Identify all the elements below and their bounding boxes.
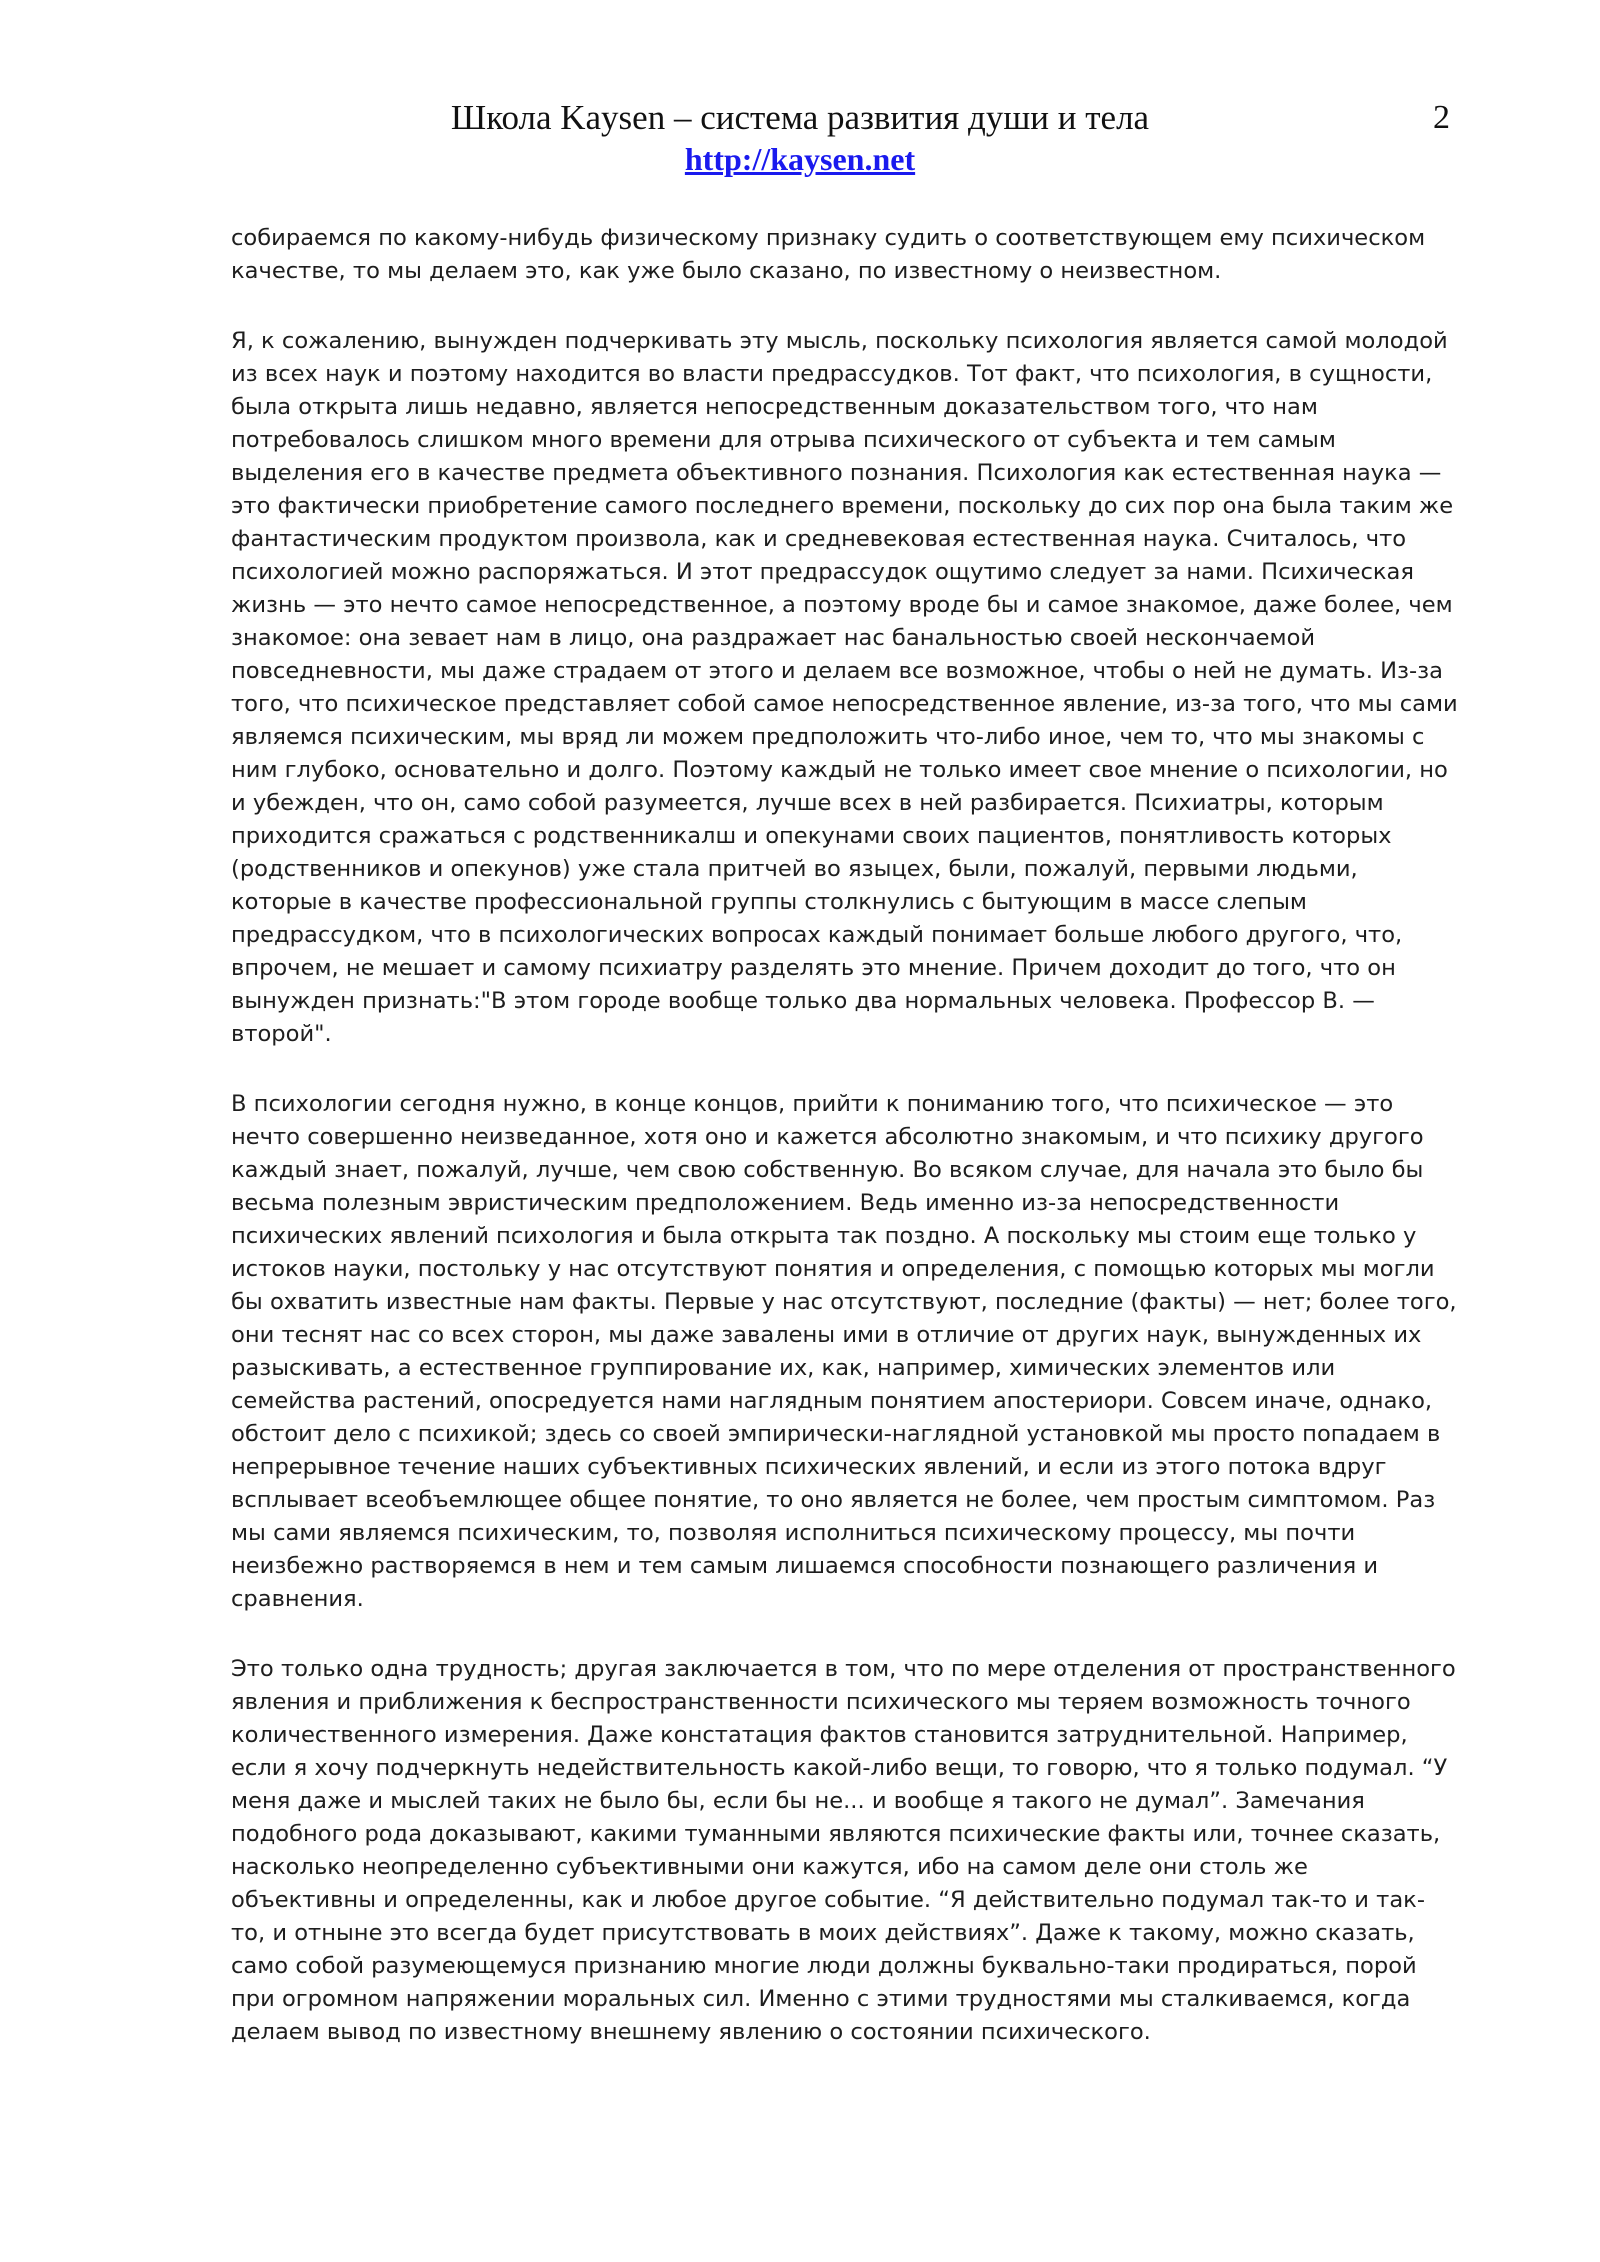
page-header <box>0 96 1600 178</box>
paragraph: собираемся по какому-нибудь физическому признаку судить о соответствующем ему психическом качестве, то мы делаем это, как уже было сказано, по известному о неизвестном. <box>231 225 1426 284</box>
paragraph: Я, к сожалению, вынужден подчеркивать эту мысль, поскольку психология является самой молодой из всех наук и поэтому находится во власти предрассудков. Тот факт, что психология, в сущности, была открыта лишь недавно, является непосредственным доказательством того, что нам потребовалось слишком много времени для отрыва психического от субъекта и тем самым выделения его в качестве предмета объективного познания. Психология как естественная наука — это фактически приобретение самого последнего времени, поскольку до сих пор она была таким же фантастическим продуктом произвола, как и средневековая естественная наука. Считалось, что психологией можно распоряжаться. И этот предрассудок ощутимо следует за нами. Психическая жизнь — это нечто самое непосредственное, а поэтому вроде бы и самое знакомое, даже более, чем знакомое: она зевает нам в лицо, она раздражает нас банальностью своей нескончаемой повседневности, мы даже страдаем от этого и делаем все возможное, чтобы о ней не думать. Из-за того, что психическое представляет собой самое непосредственное явление, из-за того, что мы сами являемся психическим, мы вряд ли можем предположить что-либо иное, чем то, что мы знакомы с ним глубоко, основательно и долго. Поэтому каждый не только имеет свое мнение о психологии, но и убежден, что он, само собой разумеется, лучше всех в ней разбирается. Психиатры, которым приходится сражаться с родственникалш и опекунами своих пациентов, понятливость которых (родственников и опекунов) уже стала притчей во языцех, были, пожалуй, первыми людьми, которые в качестве профессиональной группы столкнулись с бытующим в массе слепым предрассудком, что в психологических вопросах каждый понимает больше любого другого, что, впрочем, не мешает и самому психиатру разделять это мнение. Причем доходит до того, что он вынужден признать:"В этом городе вообще только два нормальных человека. Профессор В. — второй". <box>231 328 1458 1047</box>
paragraph: Это только одна трудность; другая заключается в том, что по мере отделения от пространственного явления и приближения к беспространственности психического мы теряем возможность точного количественного измерения. Даже констатация фактов становится затруднительной. Например, если я хочу подчеркнуть недействительность какой-либо вещи, то говорю, что я только подумал. “У меня даже и мыслей таких не было бы, если бы не... и вообще я такого не думал”. Замечания подобного рода доказывают, какими туманными являются психические факты или, точнее сказать, насколько неопределенно субъективными они кажутся, ибо на самом деле они столь же объективны и определенны, как и любое другое событие. “Я действительно подумал так-то и так-то, и отныне это всегда будет присутствовать в моих действиях”. Даже к такому, можно сказать, само собой разумеющемуся признанию многие люди должны буквально-таки продираться, порой при огромном напряжении моральных сил. Именно с этими трудностями мы сталкиваемся, когда делаем вывод по известному внешнему явлению о состоянии психического. <box>231 1656 1456 2045</box>
paragraph: В психологии сегодня нужно, в конце концов, прийти к пониманию того, что психическое — это нечто совершенно неизведанное, хотя оно и кажется абсолютно знакомым, и что психику другого каждый знает, пожалуй, лучше, чем свою собственную. Во всяком случае, для начала это было бы весьма полезным эвристическим предположением. Ведь именно из-за непосредственности психических явлений психология и была открыта так поздно. А поскольку мы стоим еще только у истоков науки, постольку у нас отсутствуют понятия и определения, с помощью которых мы могли бы охватить известные нам факты. Первые у нас отсутствуют, последние (факты) — нет; более того, они теснят нас со всех сторон, мы даже завалены ими в отличие от других наук, вынужденных их разыскивать, а естественное группирование их, как, например, химических элементов или семейства растений, опосредуется нами наглядным понятием апостериори. Совсем иначе, однако, обстоит дело с психикой; здесь со своей эмпирически-наглядной установкой мы просто попадаем в непрерывное течение наших субъективных психических явлений, и если из этого потока вдруг всплывает всеобъемлющее общее понятие, то оно является не более, чем простым симптомом. Раз мы сами являемся психическим, то, позволяя исполниться психическому процессу, мы почти неизбежно растворяемся в нем и тем самым лишаемся способности познающего различения и сравнения. <box>231 1091 1457 1612</box>
header-title: Школа Kaysen – система развития души и тела <box>450 98 1150 137</box>
document-body <box>231 222 1459 2049</box>
page-number: 2 <box>1433 99 1450 136</box>
website-link[interactable]: http://kaysen.net <box>684 141 916 177</box>
